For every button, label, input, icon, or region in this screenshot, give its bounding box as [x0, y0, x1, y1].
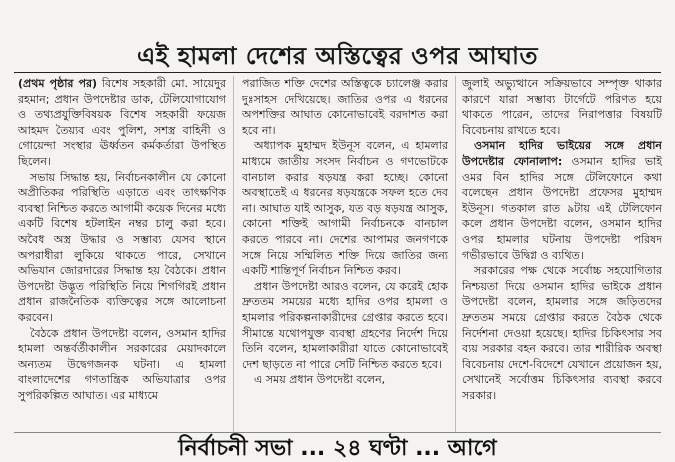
- footer-rule: [14, 432, 661, 433]
- paragraph-lead: (প্রথম পৃষ্ঠার পর): [18, 77, 98, 90]
- paragraph: [242, 279, 448, 373]
- column-divider: [455, 76, 456, 432]
- headline-rule: [14, 72, 661, 73]
- paragraph: [18, 76, 226, 170]
- next-headline-partial: নির্বাচনী সভা ... ২৪ ঘণ্টা ... আগে: [178, 436, 497, 461]
- article-column-2: [242, 76, 448, 432]
- paragraph-text: সভায় সিদ্ধান্ত হয়, নির্বাচনকালীন যে কোনো অপ্রীতিকর পরিস্থিতি এড়াতে এবং তাৎক্ষণিক ব্যবস্থা নিশ্চিত করতে আগামী কয়েক দিনের মধ্যে একটি বিশেষ হটলাইন নম্বর চালু করা হবে। অবৈধ অস্ত্র উদ্ধার ও সম্ভাব্য যেসব স্থানে অপরাধীরা লুকিয়ে থাকতে পারে, সেখানে অভিযান জোরদারের সিদ্ধান্ত হয় বৈঠকে। প্রধান উপদেষ্টা উদ্ভূত পরিস্থিতি নিয়ে শিগগিরই প্রধান প্রধান রাজনৈতিক ব্যক্তিত্বের সঙ্গে আলোচনা করবেন।: [18, 170, 226, 324]
- paragraph-text: জুলাই অভ্যুত্থানে সক্রিয়ভাবে সম্পৃক্ত থাকার কারণে যারা সম্ভাব্য টার্গেটে পরিণত হয়ে থাকতে পারেন, তাদের নিরাপত্তার বিষয়টি বিবেচনায় রাখতে হবে।: [462, 77, 662, 137]
- paragraph-lead: ওসমান হাদির ভাইয়ের সঙ্গে প্রধান উপদেষ্টার ফোনালাপ:: [462, 139, 662, 168]
- article-column-3: [462, 76, 662, 432]
- paragraph: [242, 372, 448, 388]
- article-headline: এই হামলা দেশের অস্তিত্বের ওপর আঘাত: [137, 42, 538, 70]
- column-divider: [233, 76, 234, 432]
- paragraph-text: পরাজিত শক্তি দেশের অস্তিত্বকে চ্যালেঞ্জ করার দুঃসাহস দেখিয়েছে। জাতির ওপর এ ধরনের অপশক্তির আঘাত কোনোভাবেই বরদাশত করা হবে না।: [242, 77, 448, 137]
- paragraph-text: অধ্যাপক মুহাম্মদ ইউনূস বলেন, এ হামলার মাধ্যমে জাতীয় সংসদ নির্বাচন ও গণভোটকে বানচাল করার ষড়যন্ত্র করা হচ্ছে। কোনো অবস্থাতেই এ ধরনের ষড়যন্ত্রকে সফল হতে দেব না। আঘাত যাই আসুক, যত বড় ষড়যন্ত্র আসুক, কোনো শক্তিই আগামী নির্বাচনকে বানচাল করতে পারবে না। দেশের আপামর জনগণকে সঙ্গে নিয়ে সম্মিলিত শক্তি দিয়ে জাতির জন্য একটি শান্তিপূর্ণ নির্বাচন নিশ্চিত করব।: [242, 139, 448, 278]
- paragraph: [462, 76, 662, 138]
- paragraph-text: সরকারের পক্ষ থেকে সর্বোচ্চ সহযোগিতার নিশ্চয়তা দিয়ে ওসমান হাদির ভাইকে প্রধান উপদেষ্টা বলেন, হামলার সঙ্গে জড়িতদের দ্রুততম সময়ে গ্রেপ্তার করতে বৈঠক থেকে নির্দেশনা দেওয়া হয়েছে। হাদির চিকিৎসার সব ব্যয় সরকার বহন করবে। তার শারীরিক অবস্থা বিবেচনায় দেশে-বিদেশে যেখানে প্রয়োজন হয়, সেখানেই সর্বোত্তম চিকিৎসার ব্যবস্থা করবে সরকার।: [462, 264, 662, 402]
- paragraph: [462, 263, 662, 403]
- paragraph: [18, 170, 226, 326]
- paragraph-text: বৈঠকে প্রধান উপদেষ্টা বলেন, ওসমান হাদির হামলা অন্তর্বর্তীকালীন সরকারের মেয়াদকালে অন্যতম উদ্বেগজনক ঘটনা। এ হামলা বাংলাদেশের গণতান্ত্রিক অভিযাত্রার ওপর সুপরিকল্পিত আঘাত। এর মাধ্যমে: [18, 326, 226, 402]
- paragraph-text: প্রধান উপদেষ্টা আরও বলেন, যে করেই হোক দ্রুততম সময়ের মধ্যে হাদির ওপর হামলা ও হামলার পরিকল্পনাকারীদের গ্রেপ্তার করতে হবে। সীমান্তে যথোপযুক্ত ব্যবস্থা গ্রহণের নির্দেশ দিয়ে তিনি বলেন, হামলাকারীরা যাতে কোনোভাবেই দেশ ছাড়তে না পারে সেটি নিশ্চিত করতে হবে।: [242, 279, 448, 371]
- paragraph: [242, 138, 448, 278]
- paragraph: [462, 138, 662, 263]
- paragraph-text: ওসমান হাদির ভাই ওমর বিন হাদির সঙ্গে টেলিফোনে কথা বলেছেন প্রধান উপদেষ্টা প্রফেসর মুহাম্মদ ইউনূস। গতকাল রাত ৯টায় এই টেলিফোন কলে প্রধান উপদেষ্টা বলেন, ওসমান হাদির ওপর হামলার ঘটনায় উপদেষ্টা পরিষদ গভীরভাবে উদ্বিগ্ন ও ব্যথিত।: [462, 154, 662, 262]
- paragraph: [242, 76, 448, 138]
- article-column-1: [18, 76, 226, 432]
- paragraph-text: এ সময় প্রধান উপদেষ্টা বলেন,: [254, 373, 386, 387]
- paragraph: [18, 326, 226, 404]
- paragraph-text: বিশেষ সহকারী মো. সায়েদুর রহমান; প্রধান উপদেষ্টার ডাক, টেলিযোগাযোগ ও তথ্যপ্রযুক্তিবিষয়ক বিশেষ সহকারী ফয়েজ আহমদ তৈয়্যব এবং পুলিশ, সশস্ত্র বাহিনী ও গোয়েন্দা সংস্থার ঊর্ধ্বতন কর্মকর্তারা উপস্থিত ছিলেন।: [18, 77, 226, 168]
